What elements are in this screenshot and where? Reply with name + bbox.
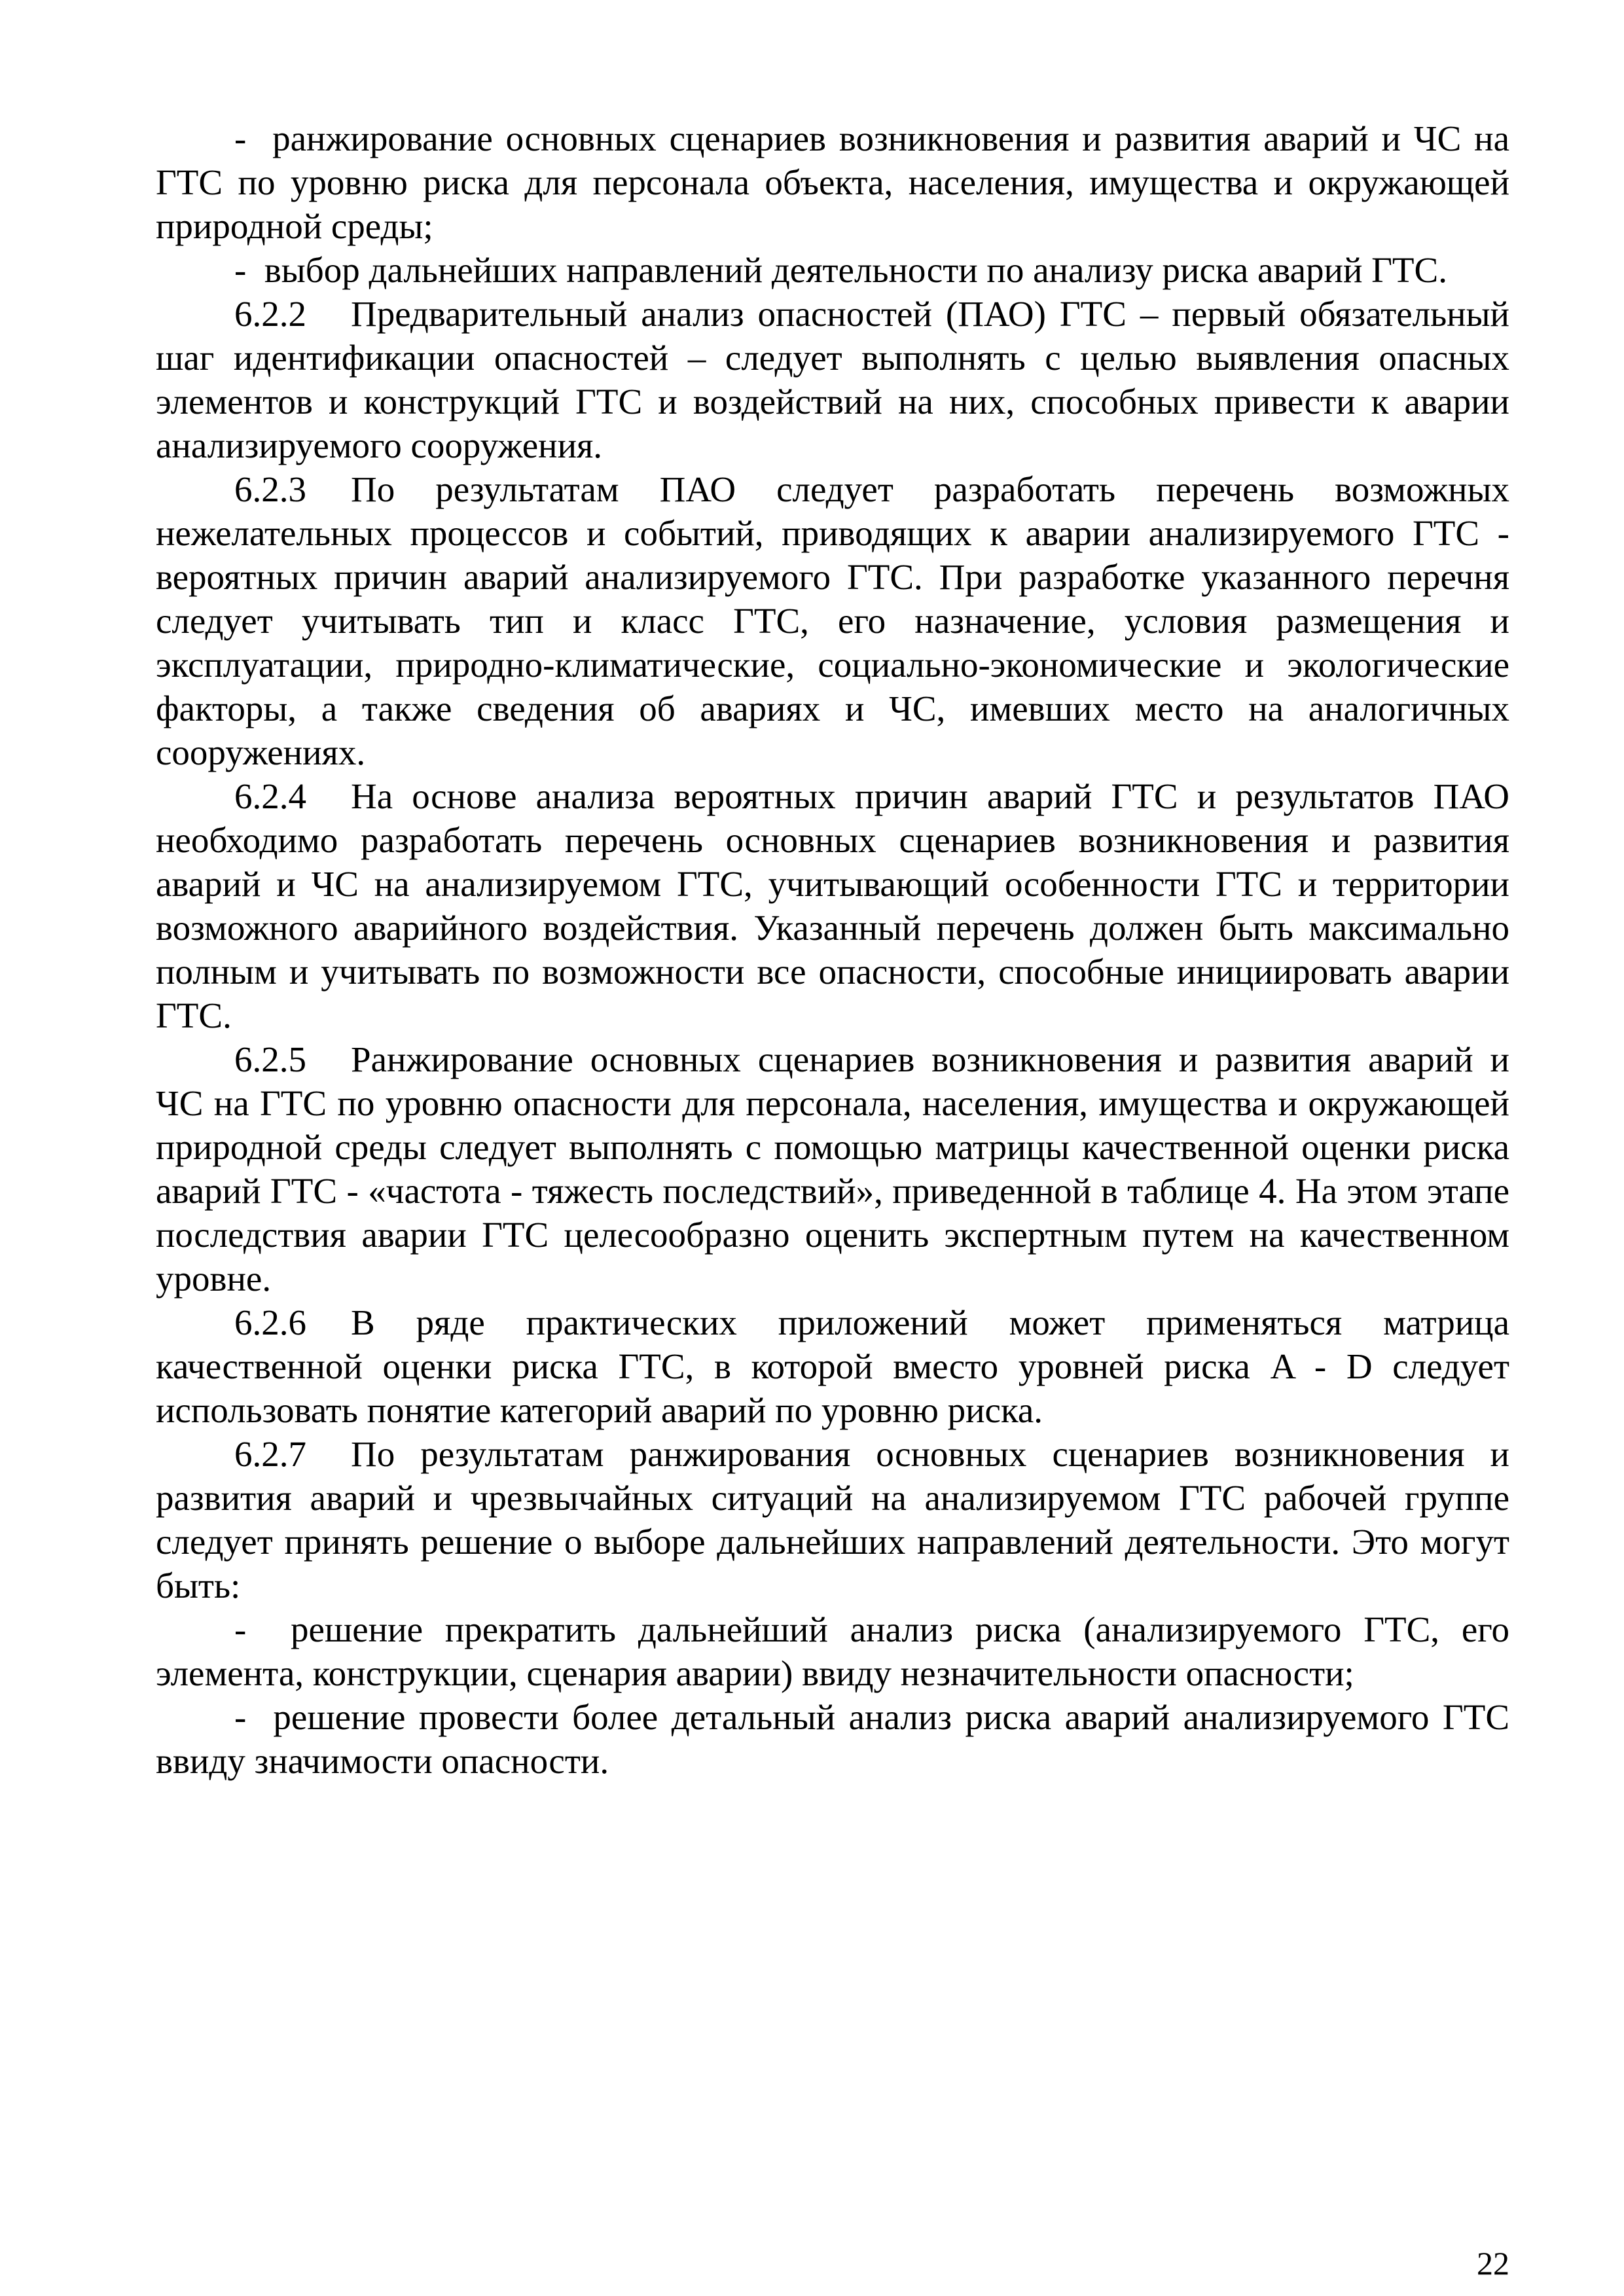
bullet-paragraph xyxy=(156,248,1509,292)
clause-number: 6.2.6 xyxy=(234,1302,306,1342)
clause-6-2-3 xyxy=(156,467,1509,774)
paragraph-text: Предварительный анализ опасностей (ПАО) ГТС – первый обязательный шаг идентификации опасностей – следует выполнять с целью выявления опасных элементов и конструкций ГТС и воздействий на них, способных привести к аварии анализируемого сооружения. xyxy=(156,294,1509,465)
paragraph-text: По результатам ПАО следует разработать перечень возможных нежелательных процессов и событий, приводящих к аварии анализируемого ГТС - вероятных причин аварий анализируемого ГТС. При разработке указанного перечня следует учитывать тип и класс ГТС, его назначение, условия размещения и эксплуатации, природно-климатические, социально-экономические и экологические факторы, а также сведения об авариях и ЧС, имевших место на аналогичных сооружениях. xyxy=(156,469,1509,772)
paragraph-text: По результатам ранжирования основных сценариев возникновения и развития аварий и чрезвычайных ситуаций на анализируемом ГТС рабочей группе следует принять решение о выборе дальнейших направлений деятельности. Это могут быть: xyxy=(156,1434,1509,1605)
clause-number: 6.2.4 xyxy=(234,776,306,816)
clause-number: 6.2.7 xyxy=(234,1434,306,1474)
paragraph-text: На основе анализа вероятных причин аварий ГТС и результатов ПАО необходимо разработать перечень основных сценариев возникновения и развития аварий и ЧС на анализируемом ГТС, учитывающий особенности ГТС и территории возможного аварийного воздействия. Указанный перечень должен быть максимально полным и учитывать по возможности все опасности, способные инициировать аварии ГТС. xyxy=(156,776,1509,1035)
clause-number: 6.2.3 xyxy=(234,469,306,509)
clause-6-2-7 xyxy=(156,1432,1509,1607)
paragraph-text: ранжирование основных сценариев возникновения и развития аварий и ЧС на ГТС по уровню риска для персонала объекта, населения, имущества и окружающей природной среды; xyxy=(156,118,1509,246)
paragraph-text: решение провести более детальный анализ риска аварий анализируемого ГТС ввиду значимости опасности. xyxy=(156,1697,1510,1781)
clause-6-2-5 xyxy=(156,1037,1509,1300)
paragraph-text: решение прекратить дальнейший анализ риска (анализируемого ГТС, его элемента, конструкции, сценария аварии) ввиду незначительности опасности; xyxy=(156,1609,1509,1693)
clause-number: 6.2.5 xyxy=(234,1039,306,1079)
bullet-paragraph xyxy=(156,1607,1509,1695)
document-body xyxy=(156,117,1509,1783)
paragraph-text: выбор дальнейших направлений деятельности по анализу риска аварий ГТС. xyxy=(264,250,1447,290)
clause-6-2-6 xyxy=(156,1300,1509,1432)
bullet-marker: - xyxy=(234,1609,247,1649)
clause-number: 6.2.2 xyxy=(234,294,306,334)
paragraph-text: Ранжирование основных сценариев возникновения и развития аварий и ЧС на ГТС по уровню опасности для персонала, населения, имущества и окружающей природной среды следует выполнять с помощью матрицы качественной оценки риска аварий ГТС - «частота - тяжесть последствий», приведенной в таблице 4. На этом этапе последствия аварии ГТС целесообразно оценить экспертным путем на качественном уровне. xyxy=(156,1039,1509,1299)
clause-6-2-4 xyxy=(156,774,1509,1037)
clause-6-2-2 xyxy=(156,292,1509,467)
paragraph-text: В ряде практических приложений может применяться матрица качественной оценки риска ГТС, в которой вместо уровней риска A - D следует использовать понятие категорий аварий по уровню риска. xyxy=(156,1302,1509,1430)
bullet-paragraph xyxy=(156,1695,1509,1783)
bullet-marker: - xyxy=(234,118,247,158)
page-number: 22 xyxy=(1477,2245,1509,2282)
bullet-paragraph xyxy=(156,117,1509,248)
bullet-marker: - xyxy=(234,1697,247,1737)
bullet-marker: - xyxy=(234,250,247,290)
